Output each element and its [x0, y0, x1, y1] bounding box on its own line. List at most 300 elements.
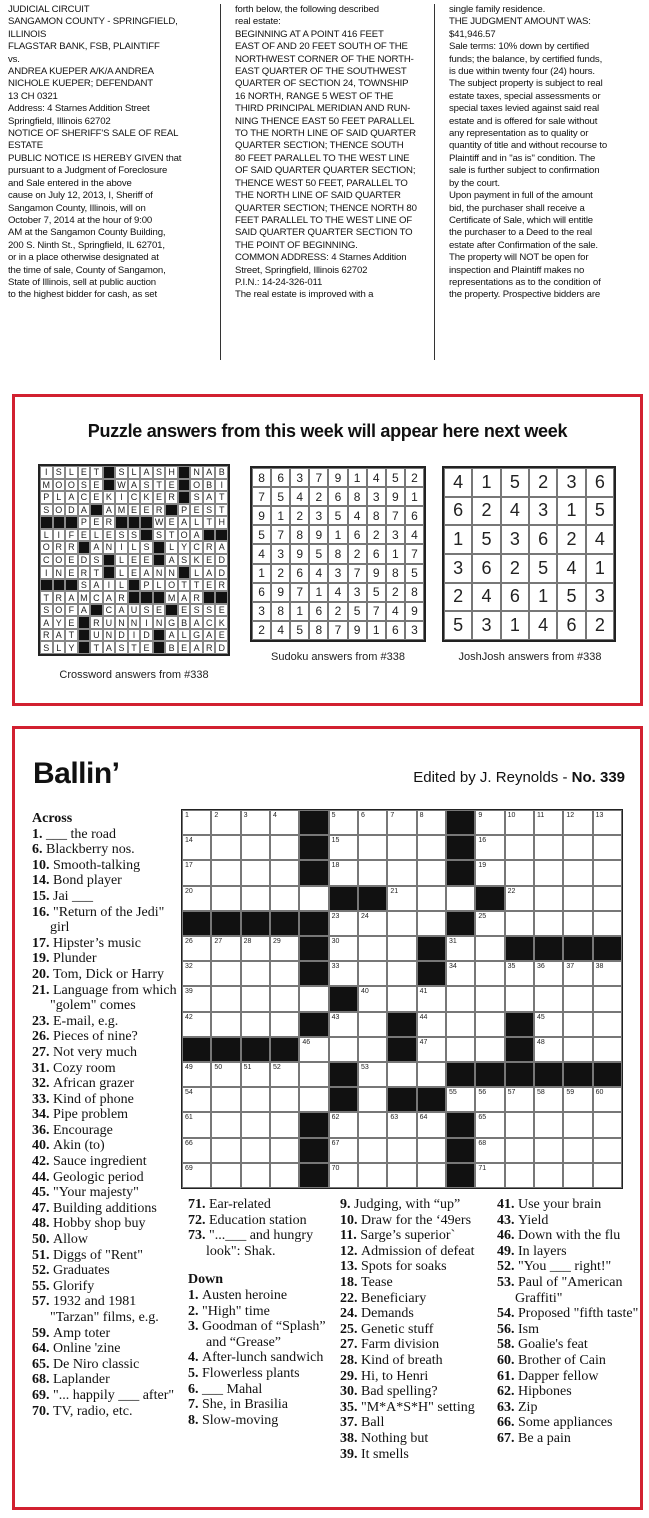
- clue-number: 7: [390, 812, 395, 819]
- grid-cell[interactable]: [475, 986, 504, 1011]
- grid-black-square: [534, 1062, 563, 1087]
- grid-cell[interactable]: [270, 1163, 299, 1188]
- grid-cell[interactable]: [563, 911, 592, 936]
- grid-cell[interactable]: [211, 986, 240, 1011]
- grid-cell[interactable]: [563, 835, 592, 860]
- across-clue: [32, 1107, 180, 1123]
- clue-number: 27: [214, 938, 223, 945]
- grid-cell[interactable]: [446, 986, 475, 1011]
- grid-cell[interactable]: [211, 1087, 240, 1112]
- grid-cell[interactable]: [358, 1037, 387, 1062]
- answer-letter: A: [140, 466, 153, 479]
- answer-black-square: [90, 504, 103, 517]
- grid-cell[interactable]: [387, 1138, 416, 1163]
- grid-cell[interactable]: [505, 810, 534, 835]
- clue-number: 41: [419, 988, 428, 996]
- grid-cell[interactable]: [593, 1112, 622, 1137]
- clue-num: 44.: [32, 1169, 53, 1185]
- grid-cell[interactable]: [593, 860, 622, 885]
- grid-cell[interactable]: [270, 1062, 299, 1087]
- across-clue: [32, 1248, 180, 1264]
- answer-black-square: [165, 504, 178, 517]
- grid-cell[interactable]: [329, 1012, 358, 1037]
- grid-cell[interactable]: [270, 1012, 299, 1037]
- grid-cell[interactable]: [358, 936, 387, 961]
- grid-cell[interactable]: [417, 1012, 446, 1037]
- grid-cell[interactable]: [563, 1112, 592, 1137]
- grid-cell[interactable]: [270, 961, 299, 986]
- joshjosh-digit: 6: [444, 497, 472, 526]
- grid-cell[interactable]: [182, 810, 211, 835]
- answer-letter: E: [140, 504, 153, 517]
- grid-cell[interactable]: [475, 1112, 504, 1137]
- grid-cell[interactable]: [182, 860, 211, 885]
- grid-cell[interactable]: [211, 1163, 240, 1188]
- grid-cell[interactable]: [534, 1087, 563, 1112]
- grid-cell[interactable]: [358, 1087, 387, 1112]
- clue-num: 9.: [340, 1197, 354, 1212]
- grid-cell[interactable]: [534, 1037, 563, 1062]
- clue-text: Brother of Cain: [518, 1352, 606, 1368]
- grid-cell[interactable]: [241, 886, 270, 911]
- grid-cell[interactable]: [358, 961, 387, 986]
- down-clue: [340, 1197, 502, 1213]
- clue-number: 61: [185, 1114, 193, 1122]
- grid-cell[interactable]: [299, 1062, 328, 1087]
- grid-black-square: [505, 1037, 534, 1062]
- grid-cell[interactable]: [475, 961, 504, 986]
- grid-cell[interactable]: [505, 1138, 534, 1163]
- grid-cell[interactable]: [358, 1138, 387, 1163]
- grid-cell[interactable]: [534, 1138, 563, 1163]
- clue-number: 62: [331, 1114, 340, 1122]
- answer-letter: L: [153, 579, 166, 592]
- across-clue: [188, 1213, 338, 1229]
- grid-cell[interactable]: [329, 961, 358, 986]
- across-clue: [32, 842, 180, 858]
- grid-cell[interactable]: [593, 1138, 622, 1163]
- grid-cell[interactable]: [241, 1087, 270, 1112]
- clue-num: 10.: [32, 857, 53, 873]
- grid-black-square: [387, 1012, 416, 1037]
- grid-cell[interactable]: [534, 1163, 563, 1188]
- grid-cell[interactable]: [270, 986, 299, 1011]
- grid-cell[interactable]: [241, 1012, 270, 1037]
- grid-cell[interactable]: [505, 986, 534, 1011]
- clue-text: "...___ and hungry look": Shak.: [206, 1228, 314, 1259]
- grid-cell[interactable]: [563, 1138, 592, 1163]
- clue-text: In layers: [518, 1243, 567, 1259]
- clue-number: 10: [507, 812, 516, 819]
- grid-cell[interactable]: [241, 1112, 270, 1137]
- sudoku-digit: 1: [348, 468, 367, 487]
- grid-cell[interactable]: [358, 835, 387, 860]
- grid-cell[interactable]: [534, 911, 563, 936]
- sudoku-digit: 1: [309, 583, 328, 602]
- across-clue: [32, 1123, 180, 1139]
- legal-line: inspection and Plaintiff makes no: [449, 264, 585, 276]
- grid-cell[interactable]: [387, 810, 416, 835]
- sudoku-digit: 9: [290, 544, 309, 563]
- grid-cell[interactable]: [358, 1062, 387, 1087]
- grid-cell[interactable]: [446, 1012, 475, 1037]
- grid-cell[interactable]: [211, 860, 240, 885]
- grid-cell[interactable]: [593, 1087, 622, 1112]
- grid-cell[interactable]: [211, 886, 240, 911]
- grid-cell[interactable]: [446, 1037, 475, 1062]
- grid-cell[interactable]: [329, 835, 358, 860]
- grid-cell[interactable]: [417, 1138, 446, 1163]
- answer-letter: E: [165, 516, 178, 529]
- grid-cell[interactable]: [563, 1087, 592, 1112]
- grid-cell[interactable]: [182, 961, 211, 986]
- grid-cell[interactable]: [534, 860, 563, 885]
- grid-cell[interactable]: [475, 835, 504, 860]
- grid-cell[interactable]: [358, 1012, 387, 1037]
- grid-cell[interactable]: [593, 1163, 622, 1188]
- grid-cell[interactable]: [387, 1163, 416, 1188]
- grid-cell[interactable]: [417, 835, 446, 860]
- answer-letter: A: [90, 541, 103, 554]
- grid-cell[interactable]: [270, 1112, 299, 1137]
- answer-black-square: [140, 516, 153, 529]
- grid-cell[interactable]: [270, 835, 299, 860]
- grid-cell[interactable]: [211, 1012, 240, 1037]
- clue-text: Draw for the ‘49ers: [361, 1212, 472, 1228]
- sudoku-digit: 1: [328, 525, 347, 544]
- clue-num: 26.: [32, 1029, 53, 1045]
- grid-cell[interactable]: [299, 886, 328, 911]
- clue-text: Ball: [361, 1415, 385, 1431]
- grid-cell[interactable]: [182, 1012, 211, 1037]
- grid-cell[interactable]: [270, 886, 299, 911]
- clue-text: Hi, to Henri: [361, 1368, 429, 1384]
- grid-cell[interactable]: [241, 936, 270, 961]
- answer-letter: R: [203, 641, 216, 654]
- grid-cell[interactable]: [299, 1087, 328, 1112]
- grid-cell[interactable]: [182, 1087, 211, 1112]
- across-clue: [188, 1197, 338, 1213]
- clue-text: Hobby shop buy: [53, 1216, 146, 1232]
- grid-cell[interactable]: [387, 886, 416, 911]
- grid-cell[interactable]: [211, 810, 240, 835]
- answer-letter: U: [128, 604, 141, 617]
- grid-cell[interactable]: [505, 860, 534, 885]
- grid-cell[interactable]: [417, 860, 446, 885]
- answer-letter: R: [53, 541, 66, 554]
- grid-cell[interactable]: [358, 1163, 387, 1188]
- clue-text: Bond player: [53, 873, 122, 889]
- grid-cell[interactable]: [329, 936, 358, 961]
- grid-cell[interactable]: [505, 1087, 534, 1112]
- legal-line: and Sale entered in the above: [8, 177, 132, 189]
- grid-cell[interactable]: [446, 936, 475, 961]
- legal-line: The subject property is subject to real: [449, 78, 603, 90]
- grid-cell[interactable]: [299, 1037, 328, 1062]
- grid-cell[interactable]: [505, 961, 534, 986]
- grid-cell[interactable]: [270, 1138, 299, 1163]
- sudoku-digit: 1: [290, 602, 309, 621]
- answer-black-square: [178, 491, 191, 504]
- clue-text: It smells: [361, 1446, 409, 1462]
- grid-black-square: [182, 1037, 211, 1062]
- grid-cell[interactable]: [387, 986, 416, 1011]
- grid-cell[interactable]: [534, 1012, 563, 1037]
- answer-letter: S: [40, 604, 53, 617]
- clue-text: Proposed "fifth taste": [518, 1306, 639, 1322]
- grid-cell[interactable]: [593, 886, 622, 911]
- sudoku-digit: 7: [309, 468, 328, 487]
- legal-column-3: [434, 4, 644, 360]
- clue-number: 32: [185, 963, 193, 971]
- grid-cell[interactable]: [299, 986, 328, 1011]
- grid-cell[interactable]: [211, 961, 240, 986]
- grid-cell[interactable]: [593, 810, 622, 835]
- clue-num: 13.: [340, 1259, 361, 1275]
- joshjosh-digit: 3: [501, 525, 529, 554]
- grid-cell[interactable]: [211, 1112, 240, 1137]
- grid-cell[interactable]: [563, 1163, 592, 1188]
- clue-text: Farm division: [361, 1337, 440, 1353]
- crossword-answer-grid: [38, 464, 230, 656]
- grid-black-square: [299, 1112, 328, 1137]
- answer-letter: T: [40, 591, 53, 604]
- clue-number: 50: [214, 1064, 223, 1071]
- joshjosh-digit: 1: [529, 583, 557, 612]
- grid-cell[interactable]: [534, 961, 563, 986]
- grid-cell[interactable]: [534, 1112, 563, 1137]
- clue-text: Demands: [361, 1306, 414, 1322]
- grid-cell[interactable]: [505, 886, 534, 911]
- legal-line: funds; the balance, by certified funds,: [449, 53, 603, 65]
- grid-black-square: [299, 911, 328, 936]
- legal-line: the purchaser to a Deed to the real: [449, 227, 593, 239]
- answer-black-square: [140, 529, 153, 542]
- clue-number: 21: [390, 887, 399, 895]
- grid-cell[interactable]: [270, 810, 299, 835]
- grid-cell[interactable]: [417, 1037, 446, 1062]
- grid-cell[interactable]: [182, 886, 211, 911]
- answer-letter: S: [190, 491, 203, 504]
- grid-cell[interactable]: [446, 1087, 475, 1112]
- grid-cell[interactable]: [358, 911, 387, 936]
- grid-cell[interactable]: [270, 860, 299, 885]
- across-clue: [32, 967, 180, 983]
- grid-cell[interactable]: [329, 1163, 358, 1188]
- answer-letter: N: [153, 566, 166, 579]
- clue-num: 20.: [32, 966, 53, 982]
- grid-cell[interactable]: [329, 1138, 358, 1163]
- grid-cell[interactable]: [534, 810, 563, 835]
- grid-cell[interactable]: [182, 835, 211, 860]
- grid-cell[interactable]: [241, 810, 270, 835]
- sudoku-digit: 9: [309, 525, 328, 544]
- clue-number: 55: [449, 1089, 457, 1097]
- grid-cell[interactable]: [387, 1112, 416, 1137]
- clue-text: Online 'zine: [53, 1341, 121, 1357]
- grid-cell[interactable]: [182, 1163, 211, 1188]
- grid-cell[interactable]: [475, 1163, 504, 1188]
- grid-black-square: [270, 1037, 299, 1062]
- grid-cell[interactable]: [241, 1138, 270, 1163]
- answer-letter: S: [140, 604, 153, 617]
- grid-cell[interactable]: [593, 1012, 622, 1037]
- across-clue: [32, 1170, 180, 1186]
- clue-text: Allow: [53, 1232, 88, 1248]
- grid-cell[interactable]: [182, 1062, 211, 1087]
- grid-cell[interactable]: [505, 911, 534, 936]
- grid-cell[interactable]: [417, 810, 446, 835]
- grid-cell[interactable]: [241, 1062, 270, 1087]
- answer-letter: S: [53, 466, 66, 479]
- grid-cell[interactable]: [387, 860, 416, 885]
- clue-number: 70: [331, 1164, 340, 1172]
- grid-cell[interactable]: [593, 961, 622, 986]
- clue-number: 31: [449, 938, 457, 945]
- grid-cell[interactable]: [329, 1112, 358, 1137]
- grid-cell[interactable]: [534, 835, 563, 860]
- legal-line: quantity of title and without recourse to: [449, 140, 608, 152]
- grid-cell[interactable]: [417, 1062, 446, 1087]
- grid-cell[interactable]: [417, 886, 446, 911]
- sudoku-digit: 5: [252, 525, 271, 544]
- across-clue: [32, 873, 180, 889]
- grid-cell[interactable]: [534, 986, 563, 1011]
- clue-text: Sauce ingredient: [53, 1154, 147, 1170]
- grid-cell[interactable]: [241, 1163, 270, 1188]
- legal-line: Certificate of Sale, which will entitle: [449, 214, 593, 226]
- answer-letter: A: [103, 641, 116, 654]
- grid-cell[interactable]: [563, 986, 592, 1011]
- grid-cell[interactable]: [387, 961, 416, 986]
- clue-num: 57.: [32, 1294, 53, 1310]
- grid-cell[interactable]: [241, 860, 270, 885]
- answer-black-square: [103, 479, 116, 492]
- down-clue: [340, 1322, 502, 1338]
- clue-num: 45.: [32, 1185, 53, 1201]
- grid-cell[interactable]: [329, 1037, 358, 1062]
- grid-cell[interactable]: [211, 936, 240, 961]
- grid-cell[interactable]: [358, 986, 387, 1011]
- grid-cell[interactable]: [270, 1087, 299, 1112]
- clue-num: 31.: [32, 1060, 53, 1076]
- grid-cell[interactable]: [211, 1138, 240, 1163]
- answer-letter: S: [190, 604, 203, 617]
- grid-cell[interactable]: [241, 961, 270, 986]
- answer-letter: L: [178, 629, 191, 642]
- answer-black-square: [215, 591, 228, 604]
- answer-letter: R: [190, 591, 203, 604]
- grid-cell[interactable]: [358, 810, 387, 835]
- clue-num: 15.: [32, 888, 53, 904]
- grid-cell[interactable]: [593, 911, 622, 936]
- grid-cell[interactable]: [534, 886, 563, 911]
- grid-cell[interactable]: [563, 1012, 592, 1037]
- grid-cell[interactable]: [475, 911, 504, 936]
- grid-cell[interactable]: [446, 886, 475, 911]
- answer-letter: S: [153, 466, 166, 479]
- grid-cell[interactable]: [505, 1112, 534, 1137]
- grid-cell[interactable]: [417, 1112, 446, 1137]
- across-clue: [32, 889, 180, 905]
- answer-letter: R: [40, 629, 53, 642]
- clue-number: 23: [331, 912, 340, 920]
- grid-cell[interactable]: [241, 835, 270, 860]
- grid-cell[interactable]: [417, 911, 446, 936]
- grid-cell[interactable]: [241, 986, 270, 1011]
- legal-line: NICHOLE KUEPER; DEFENDANT: [8, 78, 153, 90]
- grid-cell[interactable]: [475, 936, 504, 961]
- grid-cell[interactable]: [387, 911, 416, 936]
- answer-black-square: [65, 516, 78, 529]
- sudoku-digit: 6: [348, 525, 367, 544]
- grid-cell[interactable]: [387, 936, 416, 961]
- grid-cell[interactable]: [358, 860, 387, 885]
- grid-cell[interactable]: [593, 1037, 622, 1062]
- grid-cell[interactable]: [475, 860, 504, 885]
- grid-cell[interactable]: [505, 1163, 534, 1188]
- clue-number: 16: [478, 837, 487, 845]
- joshjosh-digit: 6: [586, 468, 614, 497]
- grid-cell[interactable]: [182, 1112, 211, 1137]
- answer-letter: P: [178, 504, 191, 517]
- down-clue: [497, 1275, 643, 1306]
- clue-text: Geologic period: [53, 1169, 144, 1185]
- legal-line: Upon payment in full of the amount: [449, 190, 593, 202]
- grid-cell[interactable]: [475, 1012, 504, 1037]
- grid-cell[interactable]: [417, 1163, 446, 1188]
- down-clue: [340, 1384, 502, 1400]
- grid-cell[interactable]: [563, 961, 592, 986]
- down-clue: [497, 1353, 643, 1369]
- grid-cell[interactable]: [270, 936, 299, 961]
- grid-cell[interactable]: [387, 835, 416, 860]
- grid-cell[interactable]: [358, 1112, 387, 1137]
- grid-cell[interactable]: [211, 835, 240, 860]
- grid-cell[interactable]: [475, 1037, 504, 1062]
- clue-num: 3.: [188, 1319, 202, 1335]
- grid-cell[interactable]: [593, 986, 622, 1011]
- grid-cell[interactable]: [475, 1087, 504, 1112]
- across-clue: [32, 1201, 180, 1217]
- grid-cell[interactable]: [563, 1037, 592, 1062]
- grid-cell[interactable]: [417, 986, 446, 1011]
- grid-cell[interactable]: [387, 1062, 416, 1087]
- grid-cell[interactable]: [446, 961, 475, 986]
- grid-cell[interactable]: [505, 835, 534, 860]
- down-clue: [340, 1291, 502, 1307]
- grid-cell[interactable]: [563, 886, 592, 911]
- across-clue: [32, 1061, 180, 1077]
- grid-cell[interactable]: [329, 810, 358, 835]
- grid-cell[interactable]: [182, 1138, 211, 1163]
- sudoku-digit: 2: [309, 487, 328, 506]
- grid-cell[interactable]: [182, 936, 211, 961]
- grid-cell[interactable]: [593, 835, 622, 860]
- grid-cell[interactable]: [563, 810, 592, 835]
- grid-cell[interactable]: [563, 860, 592, 885]
- legal-line: PUBLIC NOTICE IS HEREBY GIVEN that: [8, 152, 182, 164]
- grid-cell[interactable]: [329, 911, 358, 936]
- grid-black-square: [446, 835, 475, 860]
- clue-number: 40: [361, 988, 369, 996]
- grid-cell[interactable]: [182, 986, 211, 1011]
- grid-cell[interactable]: [475, 1138, 504, 1163]
- grid-cell[interactable]: [211, 1062, 240, 1087]
- grid-black-square: [241, 1037, 270, 1062]
- grid-cell[interactable]: [329, 860, 358, 885]
- grid-cell[interactable]: [475, 810, 504, 835]
